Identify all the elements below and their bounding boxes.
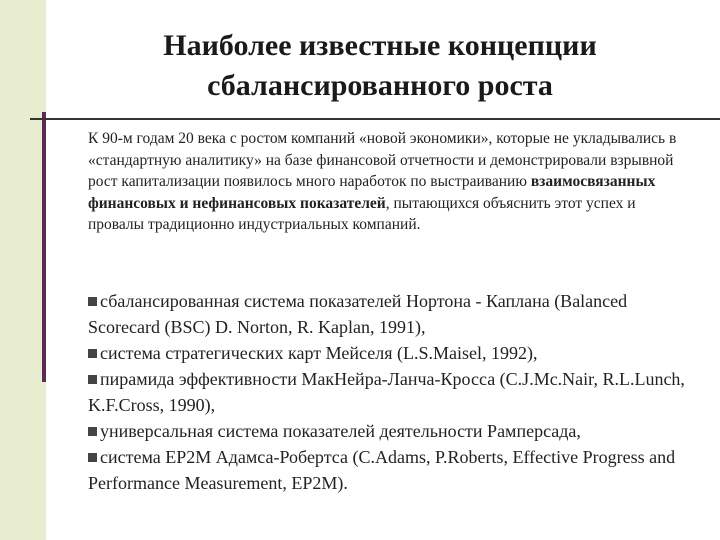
list-item-text: система стратегических карт Мейселя (L.S.Maisel, 1992), bbox=[100, 343, 538, 363]
list-item-text: сбалансированная система показателей Нортона - Каплана (Balanced Scorecard (BSC) D. Norton, R. Kaplan, 1991), bbox=[88, 291, 628, 337]
list-item-text: универсальная система показателей деятельности Рамперсада, bbox=[100, 421, 581, 441]
concepts-list bbox=[88, 288, 688, 496]
list-item-text: пирамида эффективности МакНейра-Ланча-Кросса (C.J.Mc.Nair, R.L.Lunch, K.F.Cross, 1990), bbox=[88, 369, 685, 415]
slide-title bbox=[60, 26, 700, 106]
square-bullet-icon bbox=[88, 297, 97, 306]
list-item bbox=[88, 340, 688, 366]
square-bullet-icon bbox=[88, 349, 97, 358]
square-bullet-icon bbox=[88, 427, 97, 436]
intro-bold-text: взаимосвязанных финансовых и нефинансовых показателей bbox=[88, 173, 656, 212]
list-item bbox=[88, 366, 688, 418]
intro-text-start: К 90-м годам 20 века с ростом компаний «новой экономики», которые не укладывались в «стандартную аналитику» на базе финансовой отчетности и демонстрировали взрывной рост капитализации появилось много наработок по выстраиванию bbox=[88, 130, 677, 190]
square-bullet-icon bbox=[88, 453, 97, 462]
list-item bbox=[88, 418, 688, 444]
title-divider bbox=[30, 118, 720, 120]
square-bullet-icon bbox=[88, 375, 97, 384]
list-item-text: система EP2M Адамса-Робертса (C.Adams, P.Roberts, Effective Progress and Performance Measurement, EP2M). bbox=[88, 447, 676, 493]
slide-title-line-1: Наиболее известные концепции bbox=[163, 29, 597, 62]
intro-paragraph bbox=[88, 128, 688, 236]
slide-title-line-2: сбалансированного роста bbox=[207, 69, 553, 102]
intro-text-end: , пытающихся объяснить этот успех и провалы традиционно индустриальных компаний. bbox=[88, 194, 636, 233]
list-item bbox=[88, 444, 688, 496]
list-item bbox=[88, 288, 688, 340]
left-accent-bar bbox=[0, 112, 46, 382]
